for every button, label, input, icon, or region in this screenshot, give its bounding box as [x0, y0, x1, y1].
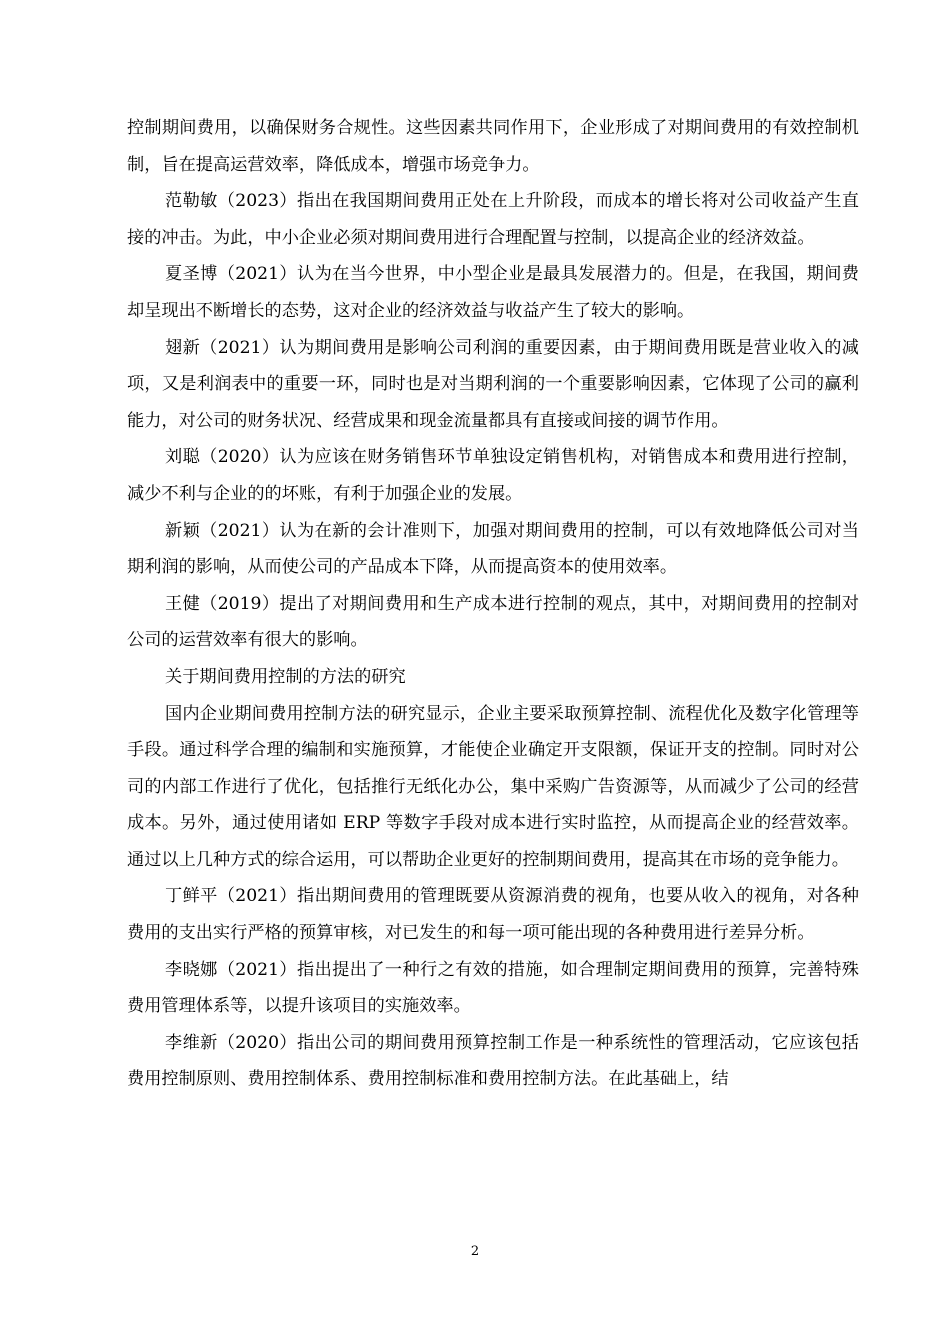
paragraph-li-xiaona: 李晓娜（2021）指出提出了一种行之有效的措施，如合理制定期间费用的预算，完善特殊费用管理体系等，以提升该项目的实施效率。 — [127, 959, 859, 1017]
paragraph-liu-cong: 刘聪（2020）认为应该在财务销售环节单独设定销售机构，对销售成本和费用进行控制，减少不利与企业的的坏账，有利于加强企业的发展。 — [127, 447, 859, 504]
paragraph-xin-ying: 新颖（2021）认为在新的会计准则下，加强对期间费用的控制，可以有效地降低公司对当期利润的影响，从而使公司的产品成本下降，从而提高资本的使用效率。 — [127, 520, 859, 578]
section-heading: 关于期间费用控制的方法的研究 — [165, 666, 406, 687]
paragraph-ding-xianping: 丁鲜平（2021）指出期间费用的管理既要从资源消费的视角，也要从收入的视角，对各种费用的支出实行严格的预算审核，对已发生的和每一项可能出现的各种费用进行差异分析。 — [127, 886, 859, 944]
page-number: 2 — [470, 1244, 480, 1259]
paragraph-methods-overview: 国内企业期间费用控制方法的研究显示，企业主要采取预算控制、流程优化及数字化管理等手段。通过科学合理的编制和实施预算，才能使企业确定开支限额，保证开支的控制。同时对公司的内部工作进行了优化，包括推行无纸化办公，集中采购广告资源等，从而减少了公司的经营成本。另外，通过使用诸如 ERP 等数字手段对成本进行实时监控，从而提高企业的经营效率。通过以上几种方式的综合运用，可以帮助企业更好的控制期间费用，提高其在市场的竞争能力。 — [127, 703, 859, 870]
paragraph-wang-jian: 王健（2019）提出了对期间费用和生产成本进行控制的观点，其中，对期间费用的控制对公司的运营效率有很大的影响。 — [127, 593, 859, 651]
paragraph-xia-shengbo: 夏圣博（2021）认为在当今世界，中小型企业是最具发展潜力的。但是，在我国，期间费却呈现出不断增长的态势，这对企业的经济效益与收益产生了较大的影响。 — [127, 264, 859, 321]
paragraph-chi-xin: 翅新（2021）认为期间费用是影响公司利润的重要因素，由于期间费用既是营业收入的减项，又是利润表中的重要一环，同时也是对当期利润的一个重要影响因素，它体现了公司的赢利能力，对公司的财务状况、经营成果和现金流量都具有直接或间接的调节作用。 — [127, 337, 859, 431]
paragraph-continued: 控制期间费用，以确保财务合规性。这些因素共同作用下，企业形成了对期间费用的有效控制机制，旨在提高运营效率，降低成本，增强市场竞争力。 — [127, 118, 859, 175]
document-body — [127, 110, 859, 1098]
paragraph-fan-leimin: 范勒敏（2023）指出在我国期间费用正处在上升阶段，而成本的增长将对公司收益产生直接的冲击。为此，中小企业必须对期间费用进行合理配置与控制，以提高企业的经济效益。 — [127, 191, 859, 248]
paragraph-li-weixin: 李维新（2020）指出公司的期间费用预算控制工作是一种系统性的管理活动，它应该包括费用控制原则、费用控制体系、费用控制标准和费用控制方法。在此基础上，结 — [127, 1032, 859, 1090]
